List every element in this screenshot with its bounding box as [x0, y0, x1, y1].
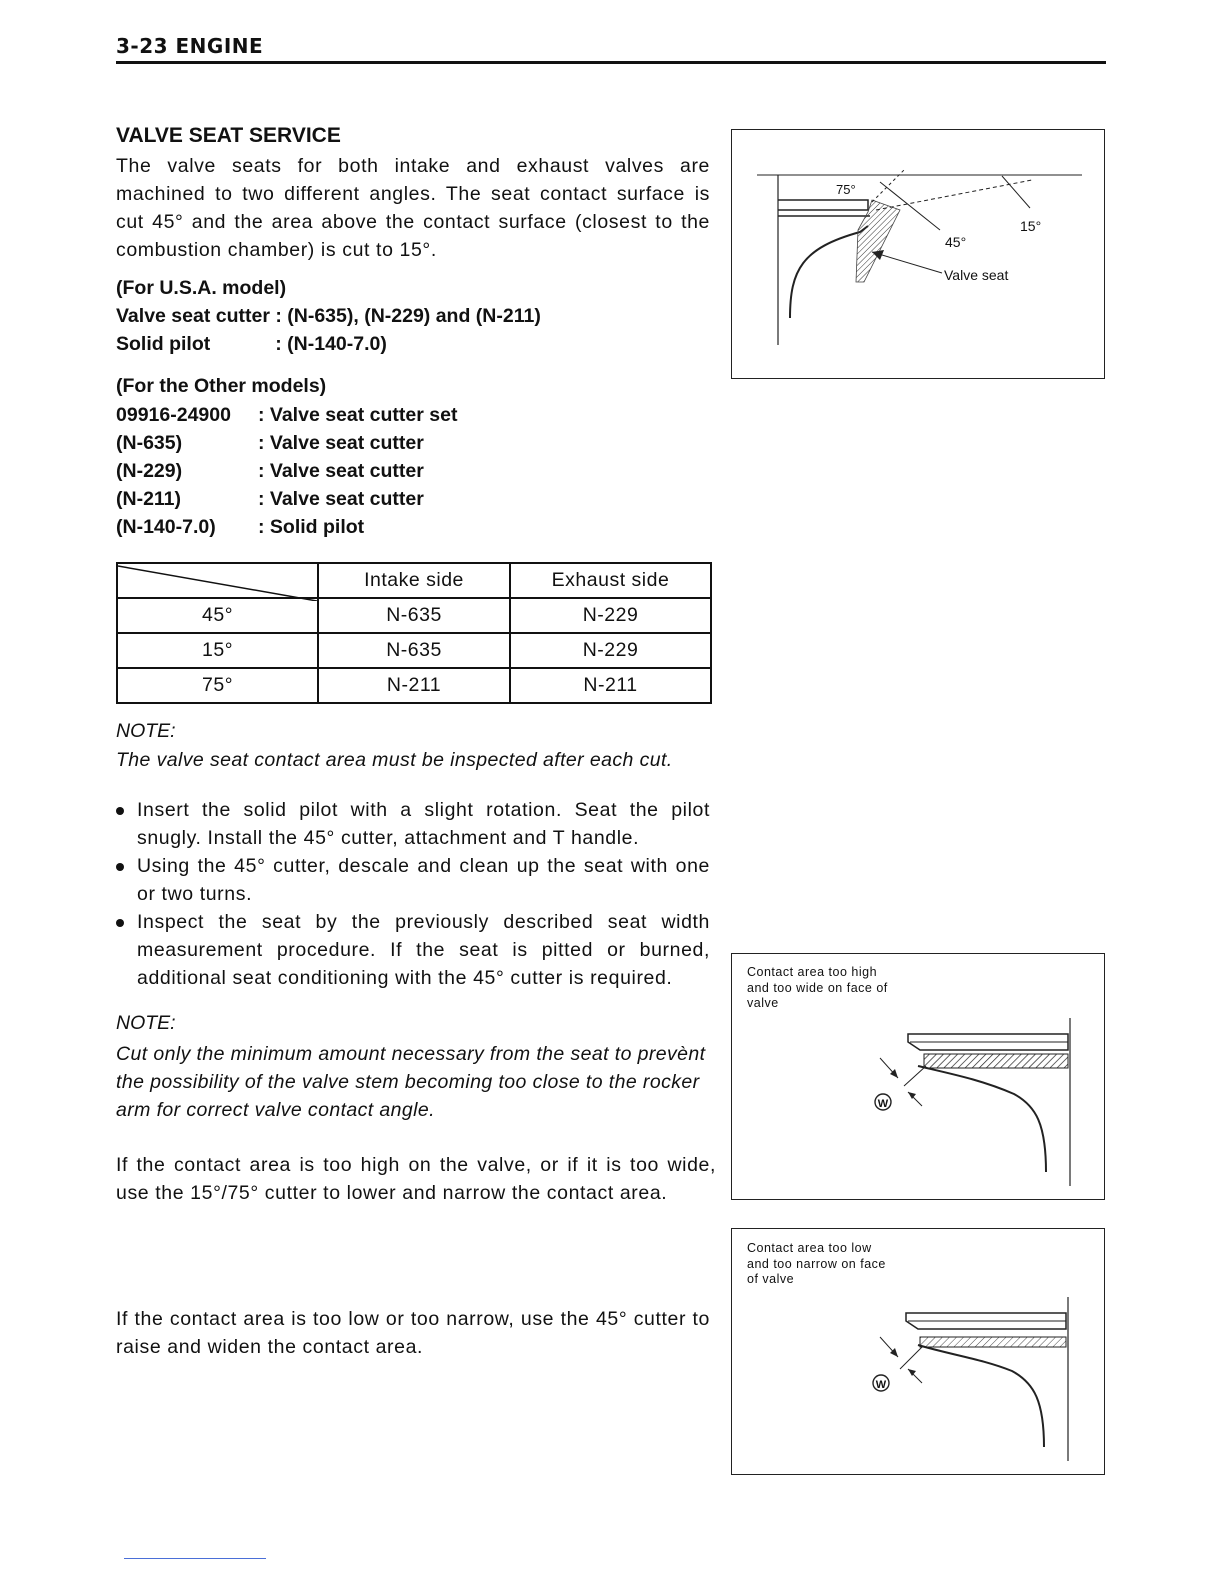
list-item-text: Insert the solid pilot with a slight rotation. Seat the pilot snugly. Install the 45° cutter, attachment and T handle. [137, 799, 710, 849]
other-spec-row [116, 401, 710, 429]
width-marker-label: W [877, 1098, 889, 1110]
usa-spec-value: (N-140-7.0) [287, 333, 387, 355]
other-spec-list [116, 401, 710, 541]
other-spec-value: : Solid pilot [258, 516, 365, 538]
caption-line: Contact area too low [747, 1241, 872, 1255]
header-rule [116, 61, 1106, 64]
other-spec-row [116, 485, 710, 513]
other-spec-row [116, 429, 710, 457]
diagonal-line [118, 564, 317, 601]
table-cell: N-229 [510, 633, 711, 668]
cutter-table [116, 562, 712, 704]
other-spec-key: (N-211) [116, 488, 182, 510]
caption-line: of valve [747, 1272, 795, 1286]
table-cell: N-211 [318, 668, 510, 703]
contact-high-paragraph: If the contact area is too high on the valve, or if it is too wide, use the 15°/75° cutter to lower and narrow the contact area. [116, 1154, 716, 1204]
other-spec-value: : Valve seat cutter set [258, 404, 458, 426]
table-corner-cell [117, 563, 318, 598]
other-spec-key: (N-635) [116, 432, 183, 454]
note-label: NOTE: [116, 720, 176, 742]
usa-spec-key: Solid pilot : [116, 333, 288, 355]
other-spec-key: 09916-24900 [116, 404, 231, 426]
list-item [116, 796, 710, 852]
list-item [116, 908, 710, 992]
valve-seat-diagram [732, 130, 1106, 380]
contact-too-high-figure [731, 953, 1105, 1200]
arrow-icon [908, 1092, 916, 1099]
caption-line: valve [747, 996, 779, 1010]
caption-line: and too narrow on face [747, 1256, 886, 1271]
contact-too-low-figure [731, 1228, 1105, 1475]
width-marker-label: W [875, 1379, 887, 1391]
table-cell: N-635 [318, 598, 510, 633]
caption-line: Contact area too high [747, 965, 878, 979]
table-cell: N-211 [510, 668, 711, 703]
table-row [117, 598, 711, 633]
other-spec-value: : Valve seat cutter [258, 488, 424, 510]
section-title: VALVE SEAT SERVICE [116, 124, 341, 147]
usa-model-heading: (For U.S.A. model) [116, 277, 287, 299]
bullet-icon [116, 807, 124, 815]
usa-spec-row [116, 330, 710, 358]
valve-seat-label: Valve seat [944, 267, 1009, 283]
usa-spec-value: (N-635), (N-229) and (N-211) [287, 305, 541, 327]
other-spec-key: (N-140-7.0) [116, 516, 216, 538]
arrow-icon [908, 1369, 916, 1376]
angle-45-label: 45° [945, 234, 967, 250]
bullet-icon [116, 919, 124, 927]
note-text: The valve seat contact area must be inspected after each cut. [116, 749, 673, 771]
other-spec-value: : Valve seat cutter [258, 460, 424, 482]
table-row [117, 633, 711, 668]
usa-spec-key: Valve seat cutter : [116, 305, 288, 327]
other-spec-key: (N-229) [116, 460, 183, 482]
caption-line: and too wide on face of [747, 980, 888, 995]
usa-spec-list [116, 302, 710, 358]
table-cell: 45° [117, 598, 318, 633]
bullet-icon [116, 863, 124, 871]
angle-75-label: 75° [836, 182, 856, 197]
other-spec-row [116, 457, 710, 485]
angle-15-label: 15° [1020, 218, 1042, 234]
note-label: NOTE: [116, 1012, 176, 1034]
valve-contact-diagram [732, 1229, 1106, 1476]
table-row [117, 668, 711, 703]
bullet-list [116, 796, 710, 992]
table-header-row [117, 563, 711, 598]
table-cell: 15° [117, 633, 318, 668]
list-item-text: Using the 45° cutter, descale and clean up the seat with one or two turns. [137, 855, 710, 905]
intro-paragraph: The valve seats for both intake and exhaust valves are machined to two different angles. The seat contact surface is cut 45° and the area above the contact surface (closest to the combustion chamber) is cut to 15°. [116, 155, 710, 261]
table-cell: N-635 [318, 633, 510, 668]
table-cell: 75° [117, 668, 318, 703]
list-item [116, 852, 710, 908]
table-header-cell: Exhaust side [510, 563, 711, 598]
list-item-text: Inspect the seat by the previously described seat width measurement procedure. If the seat is pitted or burned, additional seat conditioning with the 45° cutter is required. [137, 911, 710, 989]
footer-rule [124, 1558, 266, 1559]
valve-seat-angle-figure [731, 129, 1105, 379]
table-cell: N-229 [510, 598, 711, 633]
valve-contact-diagram [732, 954, 1106, 1201]
page-header: 3-23 ENGINE [116, 34, 264, 58]
usa-spec-row [116, 302, 710, 330]
other-models-heading: (For the Other models) [116, 375, 327, 397]
note-text: Cut only the minimum amount necessary from the seat to prevènt the possibility of the valve stem becoming too close to the rocker arm for correct valve contact angle. [116, 1043, 706, 1121]
other-spec-row [116, 513, 710, 541]
contact-low-paragraph: If the contact area is too low or too narrow, use the 45° cutter to raise and widen the contact area. [116, 1308, 710, 1358]
table-header-cell: Intake side [318, 563, 510, 598]
other-spec-value: : Valve seat cutter [258, 432, 424, 454]
